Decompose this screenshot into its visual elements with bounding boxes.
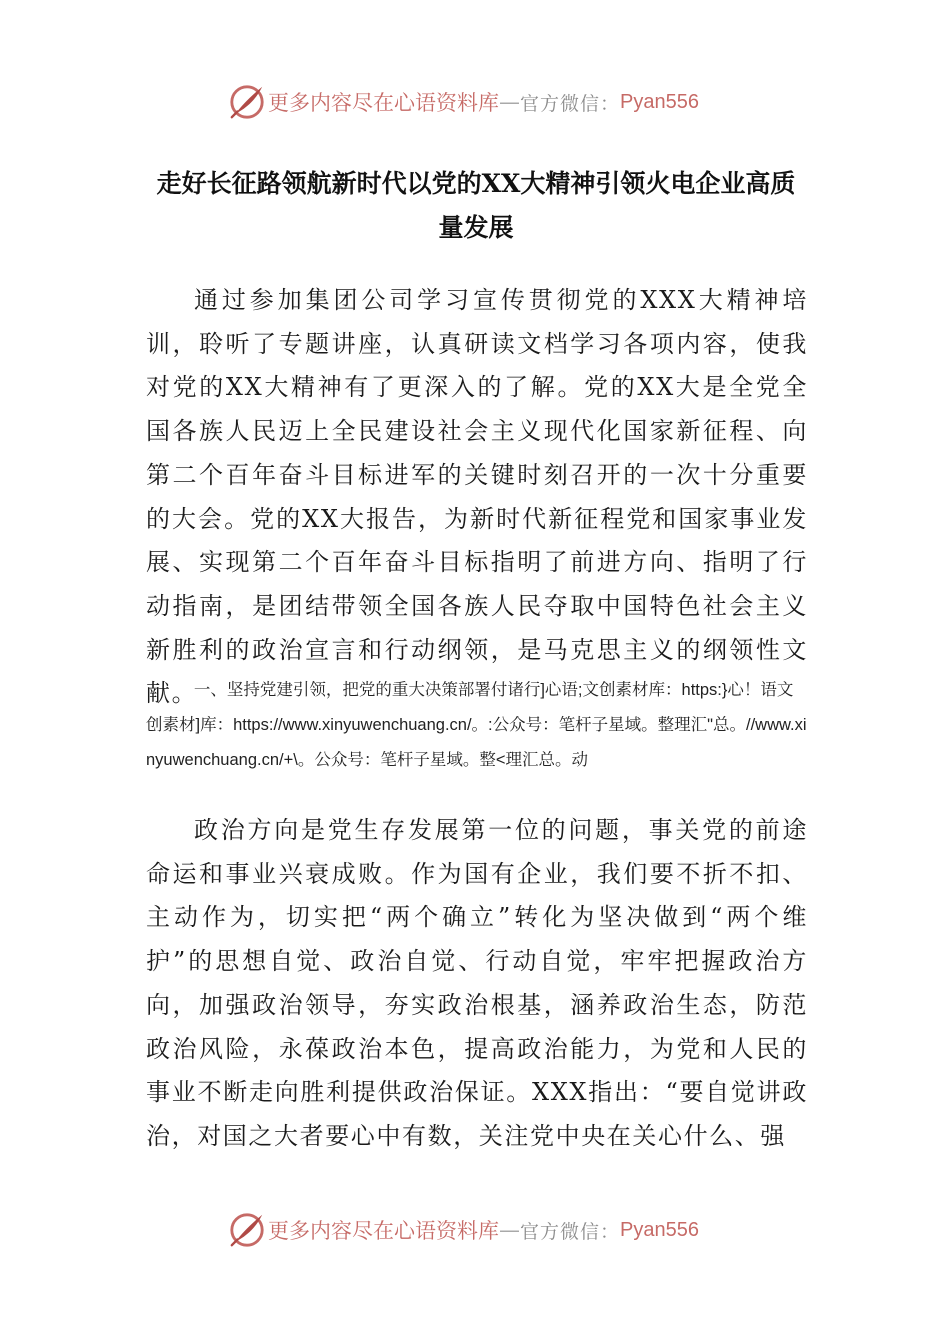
body-paragraph-2: 政治方向是党生存发展第一位的问题，事关党的前途命运和事业兴衰成败。作为国有企业，我们要不折不扣、主动作为，切实把“两个确立”转化为坚决做到“两个维护”的思想自觉、政治自觉、行动自觉，牢牢把握政治方向，加强政治领导，夯实政治根基，涵养政治生态，防范政治风险，永葆政治本色，提高政治能力，为党和人民的事业不断走向胜利提供政治保证。XXX指出：“要自觉讲政治，对国之大者要心中有数，关注党中央在关心什么、强 (146, 816, 808, 1150)
header-watermark-banner (228, 80, 728, 124)
banner-wechat-id: Pyan556 (620, 1218, 699, 1241)
banner-wechat-id: Pyan556 (620, 90, 699, 113)
banner-text: 更多内容尽在心语资料库 (268, 91, 499, 115)
banner-separator: — (499, 90, 520, 114)
banner-suffix: 官方微信： (520, 92, 621, 115)
section-heading-note: 一、坚持党建引领，把党的重大决策部署付诸行]心语;文创素材库：https:}心！语文创素材]库：https://www.xinyuwenchuang.cn/。:公众号：笔杆子星域。整理汇"总。//www.xinyuwenchuang.cn/+\。公众号：笔杆子星域。整<理汇总。动 (146, 681, 807, 769)
banner-text: 更多内容尽在心语资料库 (268, 1219, 499, 1243)
quill-logo-icon (228, 1211, 266, 1249)
document-title: 走好长征路领航新时代以党的XX大精神引领火电企业高质量发展 (156, 169, 796, 242)
banner-suffix: 官方微信： (520, 1220, 621, 1243)
footer-watermark-banner (228, 1208, 728, 1252)
body-paragraph-1: 通过参加集团公司学习宣传贯彻党的XXX大精神培训，聆听了专题讲座，认真研读文档学习各项内容，使我对党的XX大精神有了更深入的了解。党的XX大是全党全国各族人民迈上全民建设社会主义现代化国家新征程、向第二个百年奋斗目标进军的关键时刻召开的一次十分重要的大会。党的XX大报告，为新时代新征程党和国家事业发展、实现第二个百年奋斗目标指明了前进方向、指明了行动指南，是团结带领全国各族人民夺取中国特色社会主义新胜利的政治宣言和行动纲领，是马克思主义的纲领性文献。 (146, 286, 808, 708)
quill-logo-icon (228, 83, 266, 121)
banner-separator: — (499, 1218, 520, 1242)
